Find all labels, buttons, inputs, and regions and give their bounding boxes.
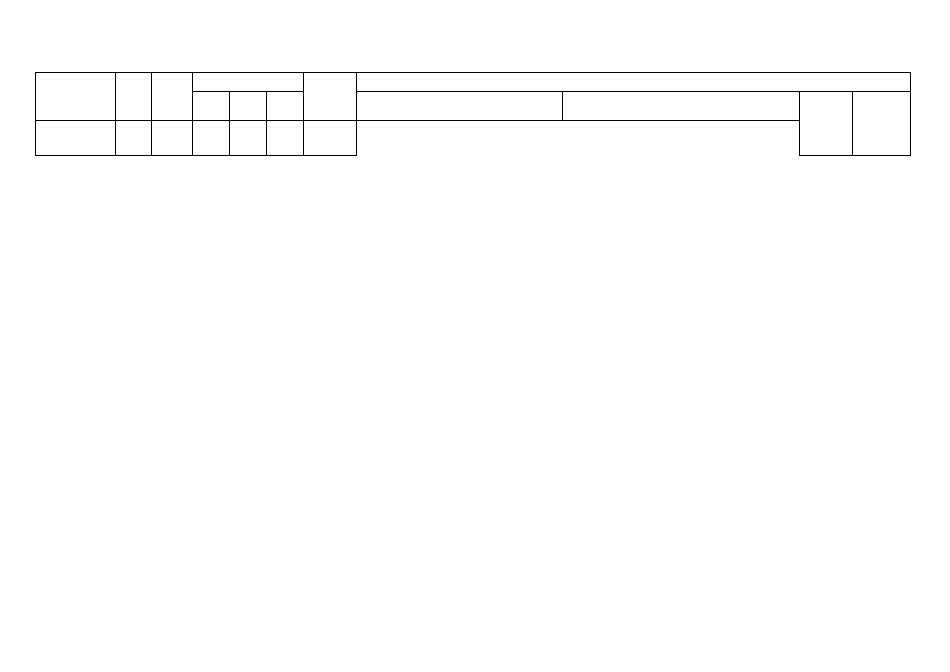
header-120-sector: [230, 120, 267, 155]
header-a: [193, 91, 230, 120]
header-B: [116, 120, 152, 155]
header-slope: [304, 72, 357, 120]
header-row-4: [36, 120, 911, 155]
header-t: [152, 72, 193, 120]
header-240-sector: [304, 120, 357, 155]
header-H: [152, 120, 193, 155]
header-A: [36, 120, 116, 155]
header-name: [36, 72, 116, 120]
header-triangle: [267, 120, 304, 155]
header-c2: [267, 91, 304, 120]
header-base-dims: [193, 72, 304, 91]
header-V: [193, 120, 230, 155]
header-per-m: [357, 72, 911, 91]
header-section: [563, 91, 800, 120]
header-row-1: [36, 72, 911, 91]
header-d: [116, 72, 152, 120]
header-c1: [230, 91, 267, 120]
header-earth: [357, 91, 563, 120]
quantity-table: [35, 72, 911, 156]
header-base-qty: [800, 91, 853, 155]
header-backfill: [853, 91, 911, 155]
